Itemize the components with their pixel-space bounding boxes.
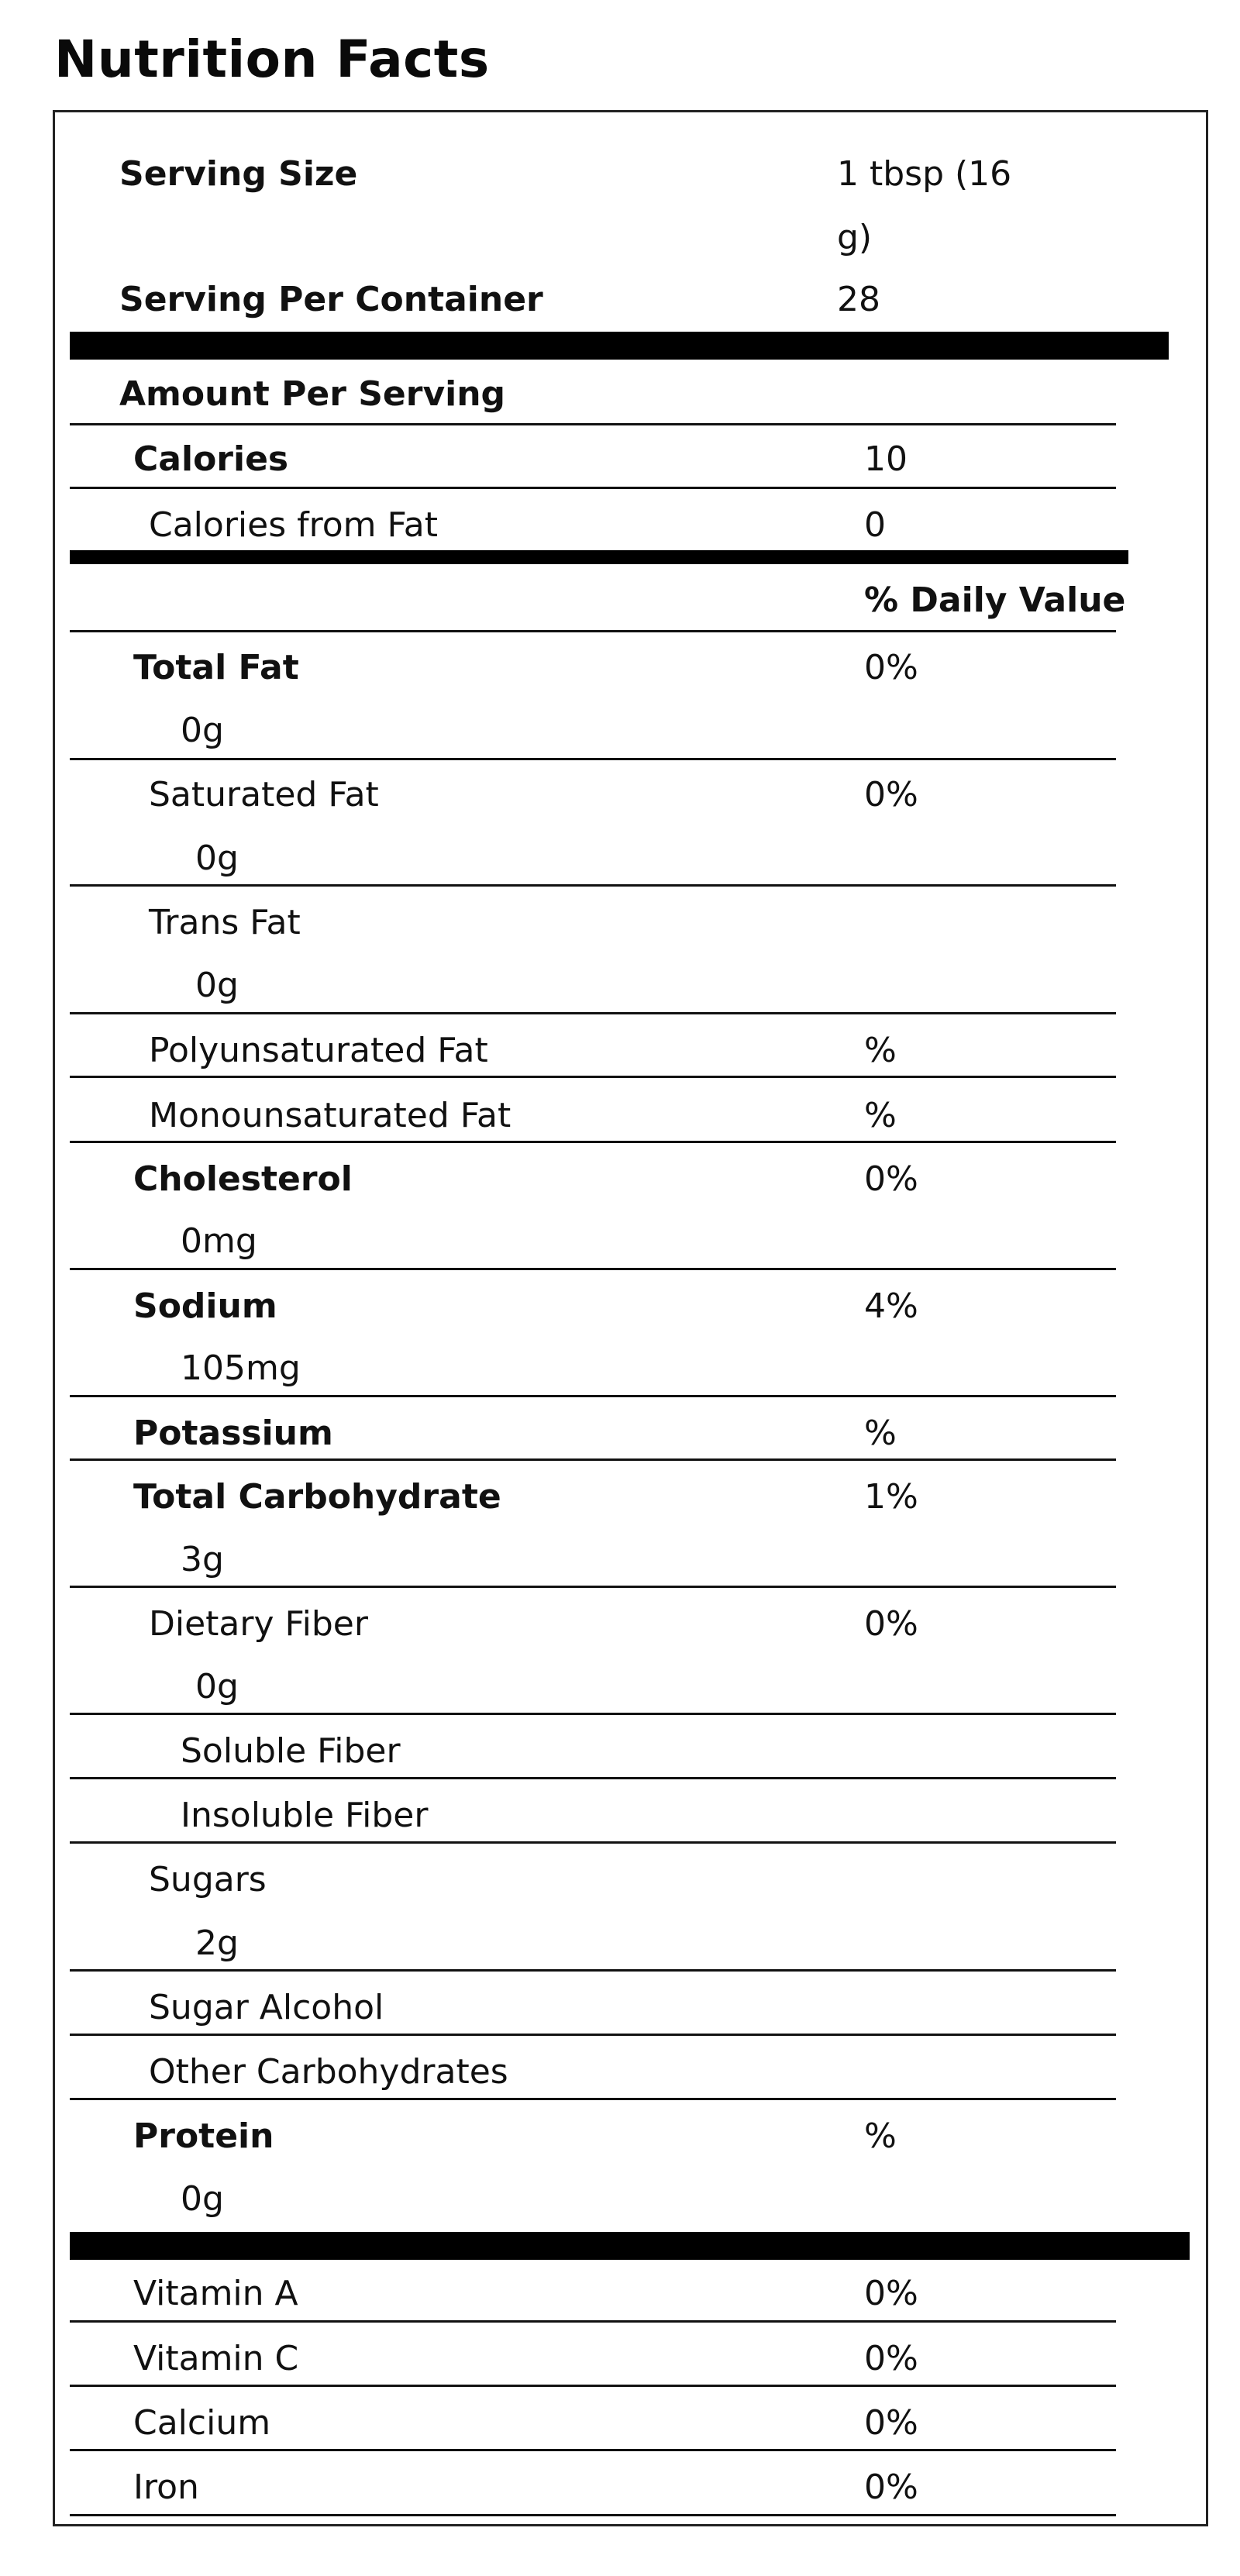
row-divider [70,2098,1116,2100]
thick-divider [70,332,1169,360]
calories-label: Calories [133,439,289,479]
servings-per-container-label: Serving Per Container [119,280,543,319]
row-divider [70,2514,1116,2516]
nutrient-label-total-fat: Total Fat [133,648,299,687]
row-divider [70,2034,1116,2036]
nutrient-label-cholesterol: Cholesterol [133,1159,353,1199]
nutrient-label-polyunsaturated-fat: Polyunsaturated Fat [149,1031,488,1070]
nutrient-label-other-carbohydrates: Other Carbohydrates [149,2052,508,2092]
nutrient-amount-protein: 0g [181,2179,224,2219]
row-divider [70,630,1116,632]
row-divider [70,423,1116,425]
vitamin-label-iron: Iron [133,2468,199,2507]
row-divider [70,1969,1116,1972]
nutrient-amount-dietary-fiber: 0g [195,1667,239,1706]
thick-divider [70,2232,1190,2260]
nutrient-label-potassium: Potassium [133,1414,333,1453]
row-divider [70,1458,1116,1461]
nutrient-dv-dietary-fiber: 0% [864,1604,918,1644]
nutrient-dv-sodium: 4% [864,1286,918,1326]
nutrient-label-soluble-fiber: Soluble Fiber [181,1731,401,1771]
vitamin-label-vitamin-c: Vitamin C [133,2339,299,2378]
nutrient-amount-sodium: 105mg [181,1348,301,1388]
vitamin-label-vitamin-a: Vitamin A [133,2274,298,2313]
nutrient-dv-protein: % [864,2116,897,2156]
row-divider [70,2449,1116,2451]
vitamin-dv-vitamin-a: 0% [864,2274,918,2313]
row-divider [70,487,1116,489]
row-divider [70,1268,1116,1270]
serving-size-value-cont: g) [837,218,873,257]
nutrient-label-protein: Protein [133,2116,274,2156]
page-title: Nutrition Facts [54,29,490,89]
row-divider [70,884,1116,887]
nutrient-dv-total-carbohydrate: 1% [864,1477,918,1517]
row-divider [70,1777,1116,1779]
row-divider [70,1713,1116,1715]
nutrient-dv-polyunsaturated-fat: % [864,1031,897,1070]
row-divider [70,1395,1116,1397]
row-divider [70,758,1116,760]
calories-value: 10 [864,439,908,479]
row-divider [70,1012,1116,1014]
nutrient-label-sugars: Sugars [149,1860,267,1899]
nutrient-dv-potassium: % [864,1414,897,1453]
amount-per-serving-label: Amount Per Serving [119,374,506,414]
nutrient-amount-total-carbohydrate: 3g [181,1540,224,1579]
medium-divider [70,550,1128,564]
nutrient-amount-trans-fat: 0g [195,966,239,1005]
nutrient-label-insoluble-fiber: Insoluble Fiber [181,1796,429,1835]
servings-per-container-value: 28 [837,280,880,319]
nutrient-amount-total-fat: 0g [181,711,224,750]
daily-value-header: % Daily Value [864,580,1126,620]
nutrient-label-sugar-alcohol: Sugar Alcohol [149,1988,384,2027]
vitamin-dv-vitamin-c: 0% [864,2339,918,2378]
vitamin-dv-calcium: 0% [864,2403,918,2443]
calories-from-fat-value: 0 [864,505,886,545]
calories-from-fat-label: Calories from Fat [149,505,438,545]
nutrient-label-monounsaturated-fat: Monounsaturated Fat [149,1096,512,1135]
row-divider [70,1841,1116,1844]
nutrient-label-total-carbohydrate: Total Carbohydrate [133,1477,501,1517]
nutrient-dv-cholesterol: 0% [864,1159,918,1199]
nutrient-dv-saturated-fat: 0% [864,775,918,814]
row-divider [70,1141,1116,1143]
nutrient-label-saturated-fat: Saturated Fat [149,775,379,814]
vitamin-dv-iron: 0% [864,2468,918,2507]
nutrient-amount-saturated-fat: 0g [195,839,239,878]
nutrient-label-sodium: Sodium [133,1286,277,1326]
vitamin-label-calcium: Calcium [133,2403,271,2443]
nutrient-amount-cholesterol: 0mg [181,1221,257,1261]
nutrient-dv-total-fat: 0% [864,648,918,687]
nutrient-label-dietary-fiber: Dietary Fiber [149,1604,368,1644]
nutrient-amount-sugars: 2g [195,1923,239,1963]
nutrient-dv-monounsaturated-fat: % [864,1096,897,1135]
row-divider [70,1586,1116,1588]
row-divider [70,2385,1116,2387]
row-divider [70,2320,1116,2323]
serving-size-value: 1 tbsp (16 [837,154,1012,194]
row-divider [70,1076,1116,1078]
serving-size-label: Serving Size [119,154,358,194]
nutrient-label-trans-fat: Trans Fat [149,903,301,942]
